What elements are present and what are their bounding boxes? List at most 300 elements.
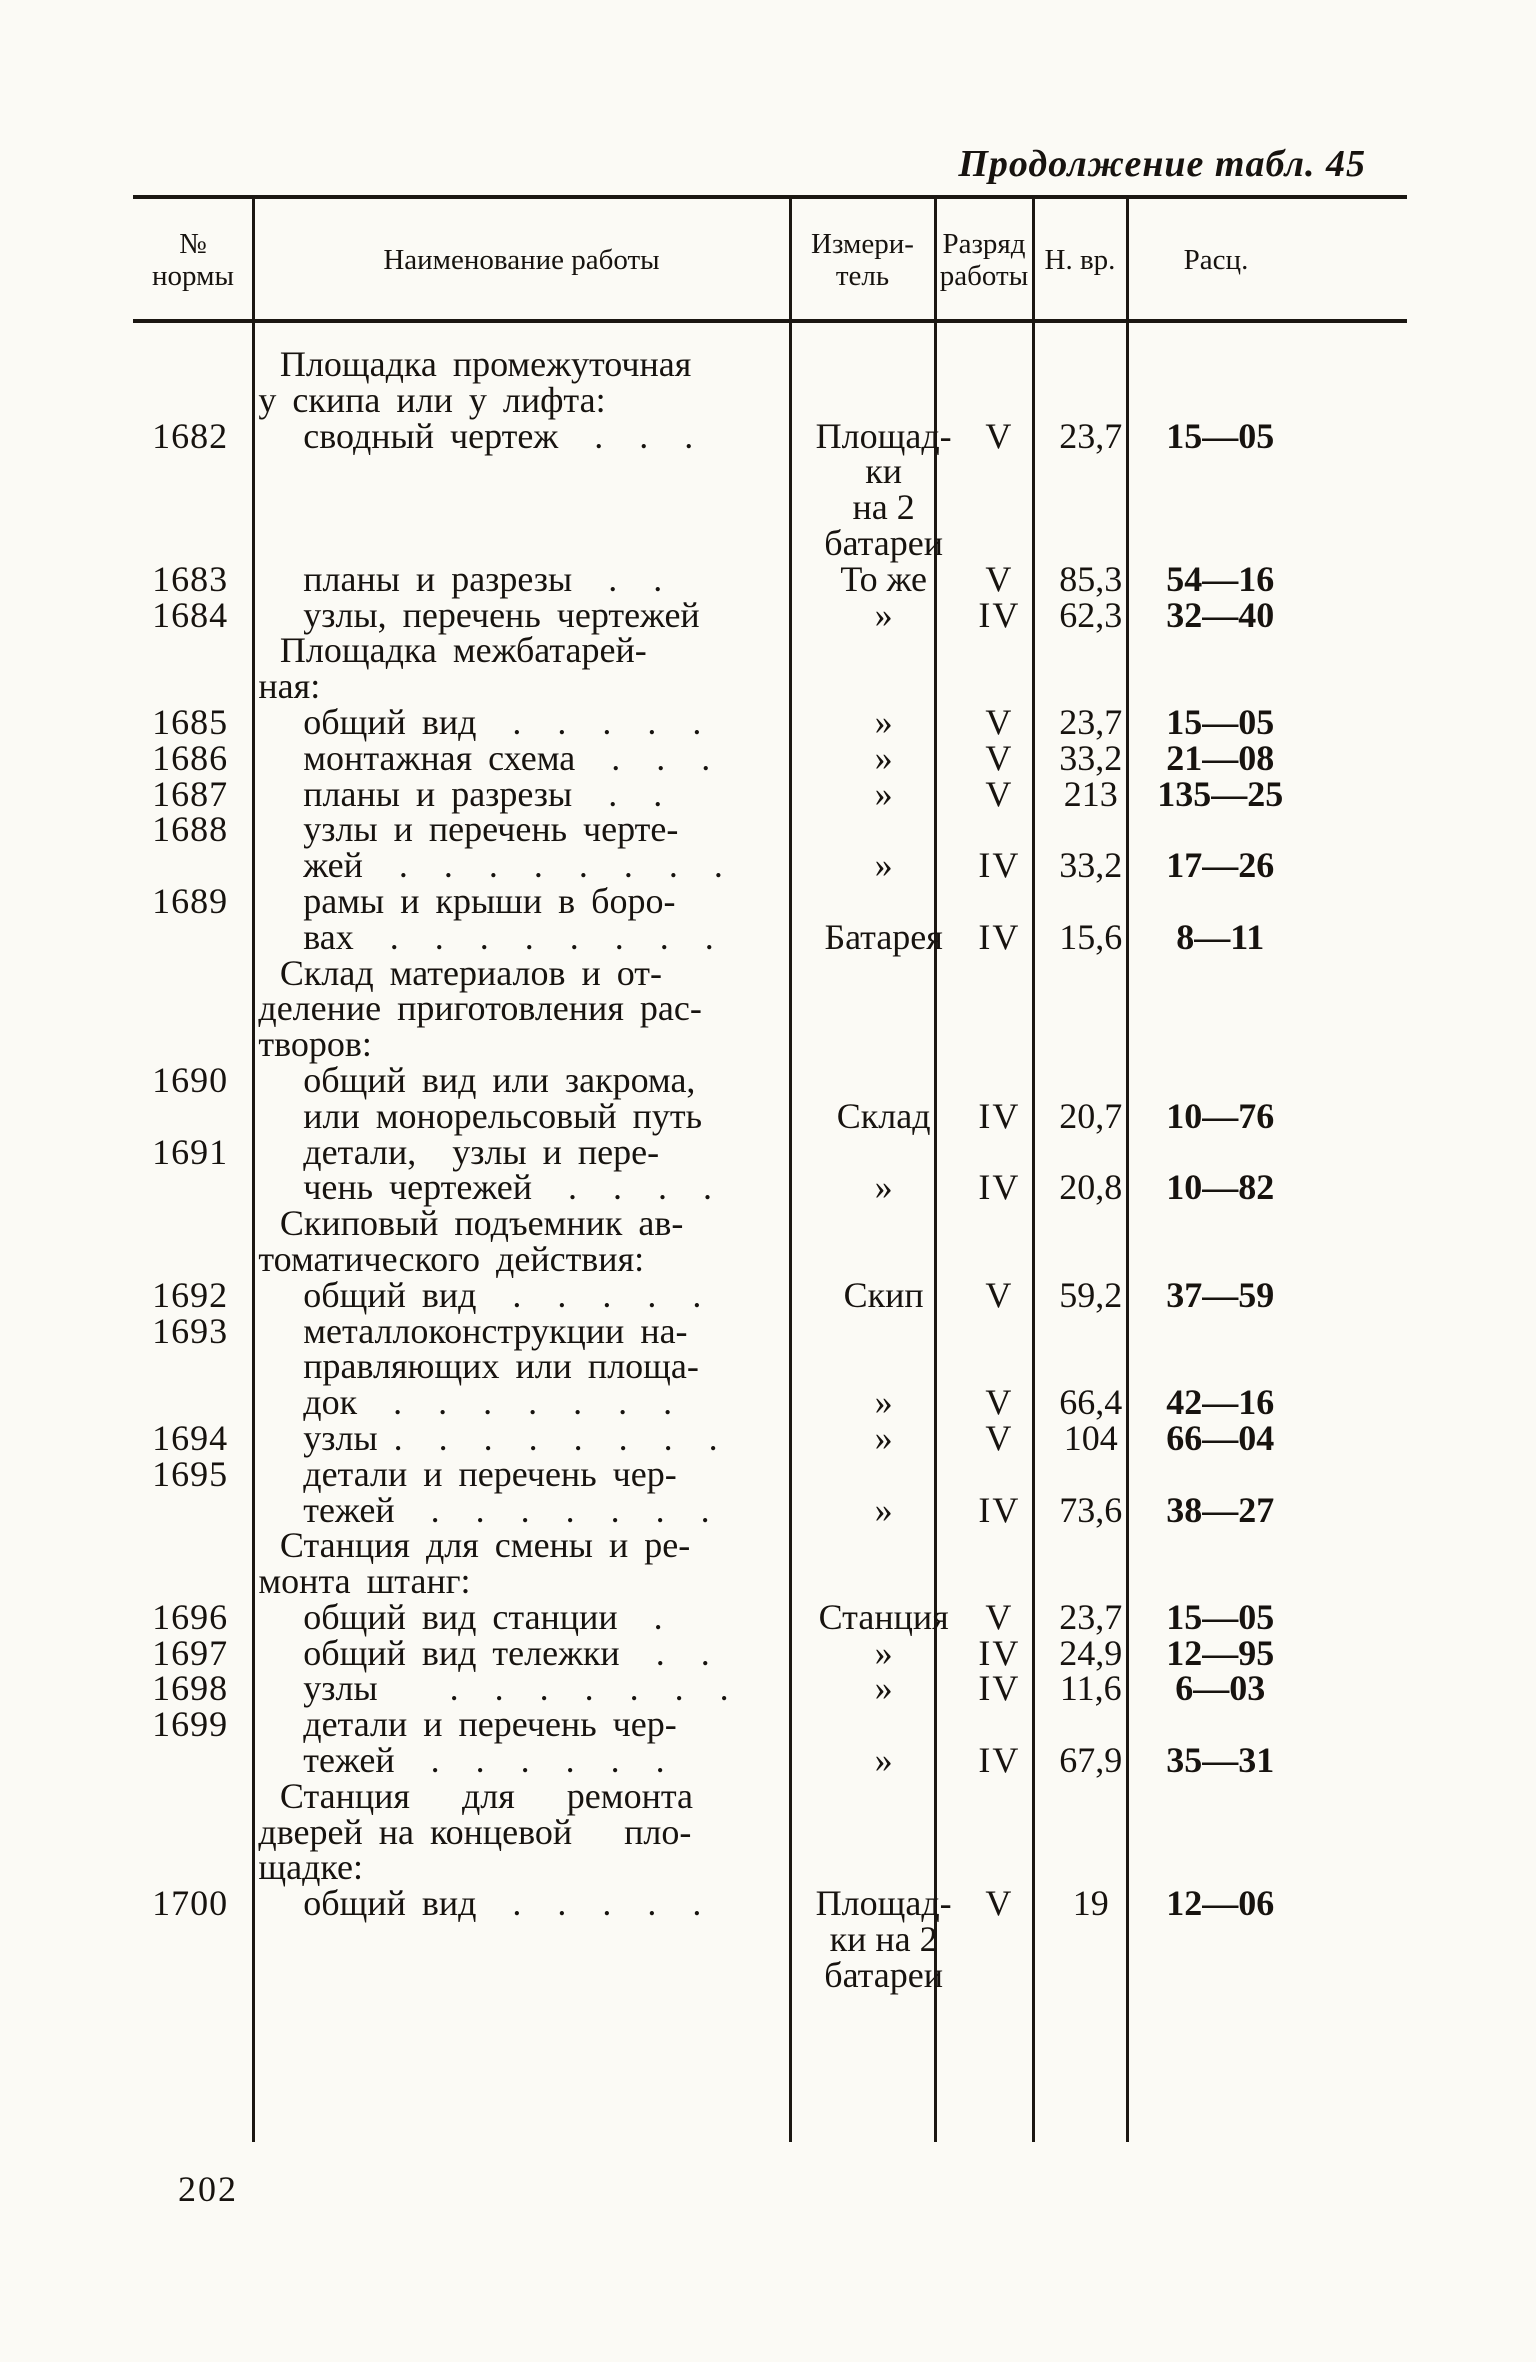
- norm-number-cell: 1685: [152, 701, 229, 742]
- table-line: [133, 1417, 1305, 1458]
- rate-cell: [1136, 490, 1306, 526]
- norm-number-cell: [133, 1528, 250, 1564]
- work-grade-cell: V: [985, 1883, 1014, 1924]
- norm-number-cell: 1692: [152, 1274, 229, 1315]
- table-line: [133, 594, 1305, 635]
- work-grade-cell: IV: [978, 1668, 1021, 1709]
- rate-cell: 15—05: [1166, 415, 1275, 456]
- rate-cell: [1132, 347, 1305, 383]
- table-line: [133, 1525, 1305, 1566]
- work-name-cell: узлы и перечень черте-: [303, 809, 679, 850]
- work-name-cell: тежей . . . . . . .: [303, 1489, 710, 1530]
- table-line: [133, 1704, 1305, 1745]
- rate-cell: [1132, 1528, 1305, 1564]
- norm-time-cell: [1046, 1958, 1136, 1994]
- work-name-cell: дверей на концевой пло-: [258, 1811, 692, 1852]
- work-name-cell: щадке:: [258, 1847, 363, 1888]
- work-grade-cell: V: [985, 737, 1014, 778]
- measure-cell: [815, 884, 953, 920]
- norm-time-cell: 62,3: [1059, 594, 1123, 635]
- norm-number-cell: 1683: [152, 558, 229, 599]
- table-line: [133, 1167, 1305, 1208]
- norm-time-cell: 66,4: [1059, 1382, 1123, 1423]
- work-grade-cell: [953, 1457, 1046, 1493]
- table-line: [133, 1453, 1305, 1494]
- measure-cell: Склад: [836, 1095, 931, 1136]
- measure-cell: на 2: [852, 487, 915, 528]
- norm-number-cell: [133, 1779, 250, 1815]
- norm-number-cell: [133, 1815, 252, 1851]
- work-grade-cell: [953, 1063, 1046, 1099]
- work-grade-cell: [953, 884, 1046, 920]
- work-grade-cell: V: [985, 1417, 1014, 1458]
- work-grade-cell: [937, 1242, 1035, 1278]
- rate-cell: 135—25: [1157, 773, 1284, 814]
- norm-time-cell: [1046, 812, 1136, 848]
- rate-cell: [1128, 1564, 1305, 1600]
- norm-time-cell: [1034, 991, 1128, 1027]
- rate-cell: [1136, 1922, 1306, 1958]
- norm-number-cell: 1693: [152, 1310, 229, 1351]
- measure-cell: »: [874, 701, 893, 742]
- work-name-cell: общий вид . . . . .: [303, 1883, 702, 1924]
- work-grade-cell: V: [985, 1596, 1014, 1637]
- rate-cell: 54—16: [1166, 558, 1275, 599]
- work-name-cell: планы и разрезы . .: [303, 773, 663, 814]
- measure-cell: »: [874, 594, 893, 635]
- work-name-cell: чень чертежей . . . .: [303, 1167, 712, 1208]
- rate-cell: [1132, 633, 1305, 669]
- rate-cell: 12—95: [1166, 1632, 1275, 1673]
- rate-cell: 66—04: [1166, 1417, 1275, 1458]
- work-name-cell: правляющих или площа-: [303, 1346, 699, 1387]
- norm-time-cell: 33,2: [1059, 737, 1123, 778]
- rate-cell: [1128, 1242, 1305, 1278]
- norm-time-cell: 23,7: [1059, 1596, 1123, 1637]
- rate-cell: [1136, 812, 1306, 848]
- work-name-cell: [247, 526, 814, 562]
- work-name-cell: общий вид . . . . .: [303, 1274, 702, 1315]
- work-grade-cell: V: [985, 1382, 1014, 1423]
- rate-cell: [1128, 991, 1305, 1027]
- rate-cell: [1136, 1958, 1306, 1994]
- work-grade-cell: [937, 1027, 1035, 1063]
- norm-number-cell: 1700: [152, 1883, 229, 1924]
- table-line: [133, 1740, 1305, 1781]
- rate-cell: [1136, 454, 1306, 490]
- norm-number-cell: 1696: [152, 1596, 229, 1637]
- header-work-grade-line1: Разряд: [942, 228, 1026, 260]
- rate-cell: [1136, 526, 1306, 562]
- work-name-cell: монтажная схема . . .: [303, 737, 711, 778]
- measure-cell: [803, 1206, 944, 1242]
- norm-time-cell: [1034, 669, 1128, 705]
- measure-cell: »: [874, 773, 893, 814]
- measure-cell: [793, 1815, 937, 1851]
- norm-time-cell: 19: [1072, 1883, 1109, 1924]
- measure-cell: [793, 383, 937, 419]
- rate-cell: 42—16: [1166, 1382, 1275, 1423]
- measure-cell: [815, 1457, 953, 1493]
- norm-number-cell: [133, 669, 252, 705]
- table-line: [133, 487, 1305, 528]
- rate-cell: 37—59: [1166, 1274, 1275, 1315]
- work-name-cell: томатического действия:: [258, 1238, 645, 1279]
- work-grade-cell: [953, 526, 1046, 562]
- norm-number-cell: 1688: [152, 809, 229, 850]
- table-line: [133, 1238, 1305, 1279]
- norm-time-cell: 24,9: [1059, 1632, 1123, 1673]
- table-line: [133, 558, 1305, 599]
- norm-number-cell: [133, 1922, 247, 1958]
- table-line: [133, 630, 1305, 671]
- rate-cell: [1132, 1779, 1305, 1815]
- table-line: [133, 1632, 1305, 1673]
- rate-cell: [1136, 1063, 1306, 1099]
- work-grade-cell: [937, 1850, 1035, 1886]
- rate-cell: 10—82: [1166, 1167, 1275, 1208]
- table-line: [133, 1668, 1305, 1709]
- norm-number-cell: [133, 454, 247, 490]
- measure-cell: »: [874, 845, 893, 886]
- rate-cell: 15—05: [1166, 1596, 1275, 1637]
- table-line: [133, 1382, 1305, 1423]
- table-line: [133, 1883, 1305, 1924]
- norm-number-cell: [133, 848, 247, 884]
- table-line: [133, 845, 1305, 886]
- measure-cell: »: [874, 1489, 893, 1530]
- work-grade-cell: [937, 991, 1035, 1027]
- table-continuation-title: Продолжение табл. 45: [958, 143, 1366, 185]
- work-name-cell: общий вид или закрома,: [303, 1059, 696, 1100]
- rate-cell: [1136, 1135, 1306, 1171]
- measure-cell: Станция: [818, 1596, 949, 1637]
- norm-number-cell: [133, 1564, 252, 1600]
- work-name-cell: Площадка промежуточная: [279, 344, 692, 384]
- norm-time-cell: 23,7: [1059, 701, 1123, 742]
- rate-cell: [1136, 1457, 1306, 1493]
- norm-time-cell: [1040, 1779, 1132, 1815]
- table-line: [133, 1131, 1305, 1172]
- rate-cell: [1136, 1707, 1306, 1743]
- work-name-cell: металлоконструкции на-: [303, 1310, 688, 1351]
- work-grade-cell: [944, 956, 1039, 992]
- table-line: [133, 1919, 1305, 1960]
- header-measure: [790, 203, 935, 317]
- norm-time-cell: 59,2: [1059, 1274, 1123, 1315]
- work-grade-cell: [953, 1314, 1046, 1350]
- norm-time-cell: [1034, 1564, 1128, 1600]
- measure-cell: [793, 669, 937, 705]
- norm-number-cell: 1695: [152, 1453, 229, 1494]
- work-name-cell: узлы, перечень чертежей: [303, 594, 700, 635]
- measure-cell: [803, 956, 944, 992]
- measure-cell: [803, 633, 944, 669]
- header-norm-number-line2: нормы: [152, 260, 234, 292]
- table-line: [133, 952, 1305, 993]
- norm-time-cell: [1034, 1850, 1128, 1886]
- table-line: [133, 1203, 1305, 1244]
- work-name-cell: ная:: [258, 666, 321, 707]
- header-rate: [1127, 203, 1305, 317]
- rate-cell: [1136, 1314, 1306, 1350]
- rate-cell: 8—11: [1176, 916, 1265, 957]
- norm-time-cell: [1046, 1707, 1136, 1743]
- work-grade-cell: IV: [978, 845, 1021, 886]
- header-norm-number: [133, 203, 253, 317]
- table-line: [133, 1847, 1305, 1888]
- table-line: [133, 1059, 1305, 1100]
- norm-number-cell: [133, 991, 252, 1027]
- norm-time-cell: [1046, 526, 1136, 562]
- norm-number-cell: [133, 526, 247, 562]
- measure-cell: Скип: [843, 1274, 924, 1315]
- norm-time-cell: 73,6: [1059, 1489, 1123, 1530]
- table-line: [133, 1346, 1305, 1387]
- work-name-cell: Площадка межбатарей-: [279, 630, 647, 671]
- norm-time-cell: [1046, 1063, 1136, 1099]
- work-name-cell: общий вид станции .: [303, 1596, 663, 1637]
- work-name-cell: Станция для ремонта: [279, 1775, 693, 1816]
- norm-time-cell: 20,8: [1059, 1167, 1123, 1208]
- header-norm-time: [1033, 203, 1127, 317]
- norm-time-cell: [1040, 1206, 1132, 1242]
- work-grade-cell: [937, 1564, 1035, 1600]
- norm-number-cell: [133, 1206, 250, 1242]
- norm-time-cell: 11,6: [1059, 1668, 1122, 1709]
- rate-cell: [1128, 1850, 1305, 1886]
- measure-cell: [793, 1850, 937, 1886]
- norm-time-cell: [1040, 1528, 1132, 1564]
- measure-cell: Площад-: [815, 415, 952, 456]
- norm-number-cell: [133, 1493, 247, 1529]
- work-grade-cell: IV: [978, 1167, 1021, 1208]
- table-line: [133, 1811, 1305, 1852]
- norm-number-cell: 1684: [152, 594, 229, 635]
- norm-number-cell: [133, 1958, 247, 1994]
- norm-number-cell: [133, 1242, 252, 1278]
- measure-cell: батареи: [824, 522, 944, 563]
- header-work-name-label: Наименование работы: [383, 244, 660, 276]
- work-grade-cell: [944, 1206, 1039, 1242]
- measure-cell: [803, 1528, 944, 1564]
- norm-time-cell: 20,7: [1059, 1095, 1123, 1136]
- norm-time-cell: 104: [1063, 1417, 1118, 1458]
- header-measure-line2: тель: [835, 260, 890, 292]
- measure-cell: То же: [840, 558, 927, 599]
- table-line: [133, 880, 1305, 921]
- work-name-cell: или монорельсовый путь: [303, 1095, 703, 1136]
- work-grade-cell: [953, 454, 1046, 490]
- table-line: [133, 988, 1305, 1029]
- table-line: [133, 1489, 1305, 1530]
- rate-cell: [1132, 956, 1305, 992]
- measure-cell: [793, 1242, 937, 1278]
- measure-cell: [803, 1779, 944, 1815]
- work-name-cell: узлы . . . . . . . .: [303, 1417, 718, 1458]
- table-line: [133, 737, 1305, 778]
- measure-cell: [815, 812, 953, 848]
- table-line: [133, 1274, 1305, 1315]
- rate-cell: 21—08: [1166, 737, 1275, 778]
- work-name-cell: детали, узлы и пере-: [303, 1131, 660, 1172]
- work-grade-cell: V: [985, 558, 1014, 599]
- work-grade-cell: [944, 1528, 1039, 1564]
- work-grade-cell: [937, 669, 1035, 705]
- norm-number-cell: 1699: [152, 1704, 229, 1745]
- work-name-cell: [247, 490, 814, 526]
- norm-number-cell: [133, 920, 247, 956]
- rate-cell: [1132, 1206, 1305, 1242]
- work-name-cell: детали и перечень чер-: [303, 1453, 677, 1494]
- work-grade-cell: IV: [978, 1489, 1021, 1530]
- norm-time-cell: [1046, 1314, 1136, 1350]
- norm-time-cell: [1034, 1815, 1128, 1851]
- header-norm-time-label: Н. вр.: [1044, 244, 1116, 276]
- measure-cell: [815, 1707, 953, 1743]
- work-grade-cell: V: [985, 415, 1014, 456]
- norm-time-cell: 33,2: [1059, 845, 1123, 886]
- work-grade-cell: V: [985, 1274, 1014, 1315]
- work-grade-cell: IV: [978, 594, 1021, 635]
- norm-number-cell: 1682: [152, 415, 229, 456]
- norm-number-cell: 1687: [152, 773, 229, 814]
- work-grade-cell: [953, 1135, 1046, 1171]
- table-line: [133, 809, 1305, 850]
- norm-time-cell: [1046, 1349, 1136, 1385]
- work-grade-cell: [937, 383, 1035, 419]
- table-top-rule: [133, 195, 1407, 199]
- table-line: [133, 1561, 1305, 1602]
- work-name-cell: тежей . . . . . .: [303, 1740, 665, 1781]
- table-line: [133, 916, 1305, 957]
- work-name-cell: вах . . . . . . . .: [303, 916, 714, 957]
- table-line: [133, 1095, 1305, 1136]
- measure-cell: [803, 347, 944, 383]
- norm-time-cell: [1034, 383, 1128, 419]
- norm-time-cell: [1040, 347, 1132, 383]
- measure-cell: батареи: [824, 1954, 944, 1995]
- norm-time-cell: [1046, 1457, 1136, 1493]
- measure-cell: [793, 991, 937, 1027]
- work-name-cell: узлы . . . . . . .: [303, 1668, 729, 1709]
- table-line: [133, 773, 1305, 814]
- norm-time-cell: [1046, 884, 1136, 920]
- work-name-cell: деление приготовления рас-: [258, 988, 702, 1029]
- measure-cell: »: [874, 1740, 893, 1781]
- norm-number-cell: [133, 347, 250, 383]
- work-grade-cell: [953, 812, 1046, 848]
- work-name-cell: Станция для смены и ре-: [279, 1525, 691, 1566]
- norm-number-cell: 1686: [152, 737, 229, 778]
- work-grade-cell: [953, 490, 1046, 526]
- norm-number-cell: [133, 956, 250, 992]
- norm-time-cell: 85,3: [1059, 558, 1123, 599]
- header-measure-line1: Измери-: [811, 228, 914, 260]
- work-name-cell: Скиповый подъемник ав-: [279, 1203, 684, 1244]
- work-name-cell: монта штанг:: [258, 1561, 471, 1602]
- work-grade-cell: [953, 1958, 1046, 1994]
- rate-cell: 32—40: [1166, 594, 1275, 635]
- rate-cell: 6—03: [1175, 1668, 1266, 1709]
- norm-number-cell: 1697: [152, 1632, 229, 1673]
- norm-time-cell: [1046, 1922, 1136, 1958]
- work-name-cell: у скипа или у лифта:: [258, 379, 606, 420]
- work-grade-cell: [944, 633, 1039, 669]
- header-rate-label: Расц.: [1183, 244, 1249, 276]
- norm-number-cell: [133, 383, 252, 419]
- measure-cell: [815, 1314, 953, 1350]
- norm-time-cell: 23,7: [1059, 415, 1123, 456]
- rate-cell: 38—27: [1166, 1489, 1275, 1530]
- table-line: [133, 701, 1305, 742]
- work-name-cell: жей . . . . . . . .: [303, 845, 723, 886]
- table-body: [133, 323, 1305, 1994]
- table-line: [133, 666, 1305, 707]
- norm-number-cell: [133, 490, 247, 526]
- norm-number-cell: 1694: [152, 1417, 229, 1458]
- work-name-cell: док . . . . . . .: [303, 1382, 673, 1423]
- work-name-cell: рамы и крыши в боро-: [303, 880, 676, 921]
- norm-time-cell: 213: [1063, 773, 1118, 814]
- work-grade-cell: [953, 1707, 1046, 1743]
- table-line: [133, 1596, 1305, 1637]
- work-grade-cell: [953, 1349, 1046, 1385]
- norm-time-cell: 67,9: [1059, 1740, 1123, 1781]
- table-header-row: [133, 203, 1305, 317]
- rate-cell: 35—31: [1166, 1740, 1275, 1781]
- page-number: 202: [178, 2169, 238, 2209]
- work-name-cell: планы и разрезы . .: [303, 558, 663, 599]
- work-grade-cell: V: [985, 701, 1014, 742]
- table-line: [133, 344, 1305, 384]
- norm-time-cell: [1040, 956, 1132, 992]
- rate-cell: 10—76: [1166, 1095, 1275, 1136]
- measure-cell: »: [874, 1167, 893, 1208]
- work-name-cell: сводный чертеж . . .: [303, 415, 694, 456]
- rate-cell: [1128, 383, 1305, 419]
- measure-cell: ки на 2: [829, 1919, 938, 1960]
- norm-number-cell: [133, 1743, 247, 1779]
- work-grade-cell: [953, 1922, 1046, 1958]
- work-name-cell: [247, 1922, 814, 1958]
- norm-number-cell: 1691: [152, 1131, 229, 1172]
- table-line: [133, 379, 1305, 420]
- norm-time-cell: [1034, 1242, 1128, 1278]
- measure-cell: »: [874, 1417, 893, 1458]
- work-name-cell: [247, 1958, 814, 1994]
- rate-cell: [1136, 884, 1306, 920]
- header-work-grade: [935, 203, 1033, 317]
- norm-number-cell: [133, 1349, 247, 1385]
- rate-cell: 15—05: [1166, 701, 1275, 742]
- norm-number-cell: 1698: [152, 1668, 229, 1709]
- measure-cell: »: [874, 1668, 893, 1709]
- rate-cell: 12—06: [1166, 1883, 1275, 1924]
- work-name-cell: общий вид . . . . .: [303, 701, 702, 742]
- work-name-cell: творов:: [258, 1024, 372, 1065]
- rate-cell: [1128, 1815, 1305, 1851]
- work-grade-cell: IV: [978, 1095, 1021, 1136]
- measure-cell: [793, 1564, 937, 1600]
- rate-cell: [1136, 1349, 1306, 1385]
- measure-cell: [815, 1063, 953, 1099]
- norm-time-cell: [1046, 490, 1136, 526]
- work-grade-cell: IV: [978, 916, 1021, 957]
- norm-time-cell: [1046, 1135, 1136, 1171]
- work-grade-cell: IV: [978, 1632, 1021, 1673]
- measure-cell: Площад-: [815, 1883, 952, 1924]
